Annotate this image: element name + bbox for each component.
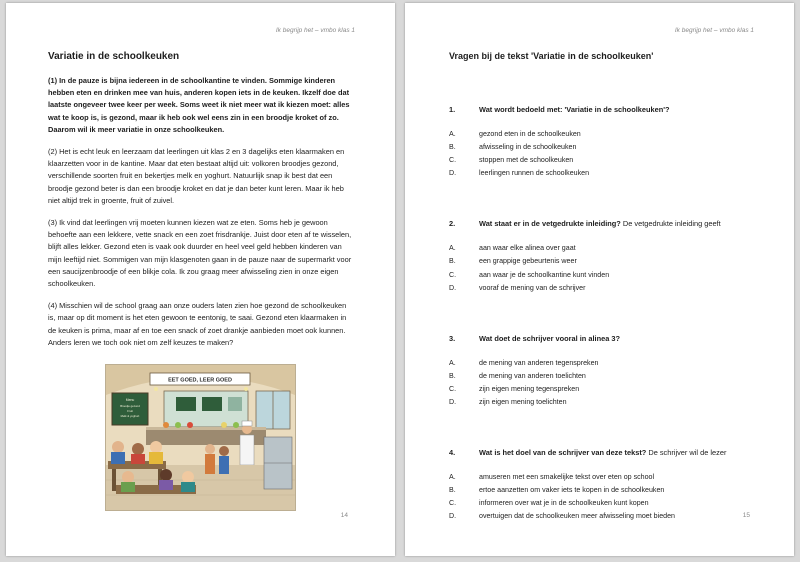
paragraph-4: (4) Misschien wil de school graag aan onze ouders laten zien hoe gezond de schoolkeuken is, maar op dit moment is het eten gewoon te eentonig, te saai. Gezond eten klaarmaken in de keuken is prima, maar af en toe een snack of zoet drankje aanbieden moet ook kunnen. Anders leren we toch ook niet om zelf keuzes te maken? (48, 301, 347, 347)
question-2 (449, 218, 764, 294)
option-c: C. stoppen met de schoolkeuken (449, 156, 574, 165)
questions-body (449, 51, 764, 562)
option-a: A. gezond eten in de schoolkeuken (449, 130, 581, 138)
option-d: D. zijn eigen mening toelichten (449, 398, 567, 407)
question-text: Wat is het doel van de schrijver van deze tekst? (479, 448, 647, 458)
option-b: B. een grappige gebeurtenis weer (449, 257, 577, 266)
question-3 (449, 333, 764, 409)
question-number: 1. (449, 105, 456, 114)
option-b: B. de mening van anderen toelichten (449, 371, 586, 380)
option-c: C. zijn eigen mening tegenspreken (449, 384, 580, 393)
option-d: D. vooraf de mening van de schrijver (449, 283, 586, 292)
question-number: 4. (449, 448, 456, 458)
paragraph-2: (2) Het is echt leuk en leerzaam dat leerlingen uit klas 2 en 3 dagelijks eten klaarmaken en klaarzetten voor in de kantine. Maar dat eten bestaat altijd uit: volkoren broodjes gezond, verschillende soorten fruit en bekertjes melk en yoghurt. Natuurlijk snap ik best dat een broodje gezond beter is dan een broodje kroket en dat je dan beter kunt leren. Maar ik heb niet altijd trek in groente, fruit of zuivel. (48, 147, 345, 205)
question-number: 2. (449, 219, 456, 229)
option-c: C. aan waar je de schoolkantine kunt vinden (449, 270, 610, 279)
svg-text:Menu: Menu (125, 398, 135, 402)
question-text: Wat wordt bedoeld met: 'Variatie in de schoolkeuken'? (479, 105, 670, 114)
option-a: A. amuseren met een smakelijke tekst over eten op school (449, 473, 655, 482)
question-4 (449, 447, 764, 523)
option-c: C. informeren over wat je in de schoolkeuken kunt kopen (449, 499, 649, 508)
questions-title: Vragen bij de tekst 'Variatie in de schoolkeuken' (449, 51, 654, 61)
option-a: A. de mening van anderen tegenspreken (449, 358, 599, 367)
svg-text:Broodje gezond: Broodje gezond (120, 404, 140, 408)
option-d: D. overtuigen dat de schoolkeuken meer afwisseling moet bieden (449, 512, 675, 521)
running-header: Ik begrijp het – vmbo klas 1 (674, 27, 754, 34)
text-body (48, 51, 355, 359)
running-header: Ik begrijp het – vmbo klas 1 (275, 27, 355, 34)
cafeteria-illustration (105, 364, 296, 511)
question-1 (449, 104, 764, 180)
page-number: 15 (742, 512, 750, 519)
option-b: B. ertoe aanzetten om vaker iets te kopen in de schoolkeuken (449, 486, 665, 495)
option-d: D. leerlingen runnen de schoolkeuken (449, 169, 590, 178)
article-title: Variatie in de schoolkeuken (48, 51, 180, 62)
page-right (405, 3, 794, 556)
svg-text:Fruit: Fruit (127, 409, 133, 413)
illustration-banner-text: EET GOED, LEER GOED (168, 377, 232, 384)
paragraph-intro: (1) In de pauze is bijna iedereen in de schoolkantine te vinden. Sommige kinderen hebben eten en drinken mee van huis, anderen kopen iets in de keuken. Ikzelf doe dat laatste ongeveer twee keer per week. Soms weet ik niet meer wat ik kiezen moet: alles wat te koop is, is gezond, maar ik heb ook wel eens zin in een broodje kroket of zo. Daarom wil ik meer variatie in onze schoolkeuken. (48, 76, 350, 134)
question-text-rest: De vetgedrukte inleiding geeft (620, 219, 721, 229)
question-text: Wat doet de schrijver vooral in alinea 3? (479, 333, 621, 343)
page-left (6, 3, 395, 556)
svg-text:Melk & yoghurt: Melk & yoghurt (120, 414, 140, 418)
question-number: 3. (449, 333, 456, 343)
option-a: A. aan waar elke alinea over gaat (449, 244, 576, 253)
question-text: Wat staat er in de vetgedrukte inleiding? (479, 219, 621, 229)
question-text-rest: De schrijver wil de lezer (646, 448, 727, 458)
option-b: B. afwisseling in de schoolkeuken (449, 143, 577, 152)
page-number: 14 (340, 512, 348, 519)
paragraph-3: (3) Ik vind dat leerlingen vrij moeten kunnen kiezen wat ze eten. Soms heb je gewoon behoefte aan een lekkere, vette snack en een zoet frisdrankje. Juist door eten af te wisselen, blijft alles lekker. Gezond eten is vaak ook duurder en heel veel geld hebben kinderen van mijn leeftijd niet. Sommigen van mijn klasgenoten gaan in de pauze naar de supermarkt voor een saucijzenbroodje of een blikje cola. Ik zou graag meer afwisseling zien in onze eigen schoolkeuken. (48, 218, 352, 289)
